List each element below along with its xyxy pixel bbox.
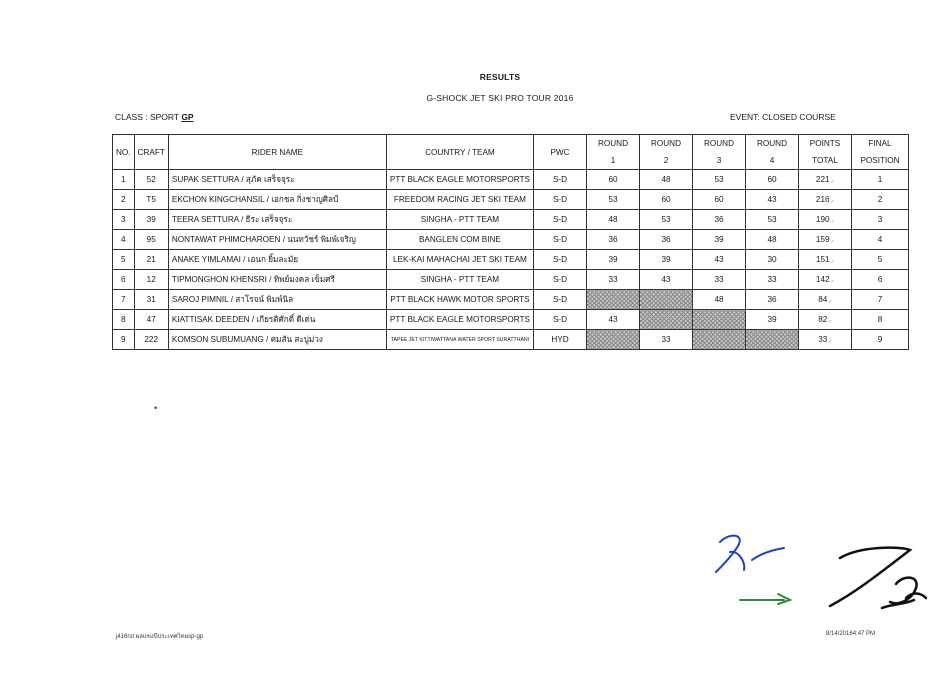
cell-round-3: 48 [693, 290, 746, 310]
signatures [700, 520, 940, 620]
cell-round-2: 39 [640, 250, 693, 270]
cell-craft: 222 [134, 330, 168, 350]
check-mark-icon: ⸝ [828, 296, 832, 304]
cell-team: PTT BLACK EAGLE MOTORSPORTS [386, 170, 533, 190]
cell-no: 6 [113, 270, 135, 290]
cell-round-3: 53 [693, 170, 746, 190]
cell-rider: SAROJ PIMNIL / สาโรจน์ พิมพ์นิล [168, 290, 386, 310]
check-mark-icon: ⸝ [830, 276, 835, 284]
cell-round-4: 43 [746, 190, 799, 210]
total-value: 221 [815, 174, 830, 184]
header-country-team: COUNTRY / TEAM [386, 135, 533, 170]
total-value: 84 [818, 294, 828, 304]
header-round-1-num: 1 [587, 152, 640, 170]
cell-rider: EKCHON KINGCHANSIL / เอกชล กิ่งชาญศิลป์ [168, 190, 386, 210]
cell-total [799, 190, 852, 210]
cell-craft: 12 [134, 270, 168, 290]
class-prefix: CLASS : SPORT [115, 112, 179, 122]
check-mark-icon: ⸝ [828, 316, 832, 324]
black-signature-icon [830, 548, 926, 608]
table-row [113, 190, 909, 210]
cell-round-3-hatched [693, 330, 746, 350]
cell-no: 3 [113, 210, 135, 230]
class-label [115, 112, 194, 122]
cell-round-1: 36 [587, 230, 640, 250]
header-pwc: PWC [534, 135, 587, 170]
cell-position: 1 [852, 170, 909, 190]
cell-pwc: S-D [534, 210, 587, 230]
results-table [112, 134, 909, 350]
cell-no: 2 [113, 190, 135, 210]
cell-position: 8 [852, 310, 909, 330]
table-row [113, 290, 909, 310]
class-name: GP [181, 112, 194, 122]
footer-timestamp: 8/14/20164:47 PM [826, 631, 876, 637]
cell-craft: T5 [134, 190, 168, 210]
cell-total [799, 310, 852, 330]
cell-round-4: 30 [746, 250, 799, 270]
green-signature-icon [740, 594, 790, 604]
cell-team: FREEDOM RACING JET SKI TEAM [386, 190, 533, 210]
cell-craft: 39 [134, 210, 168, 230]
cell-rider: NONTAWAT PHIMCHAROEN / นนทวัชร์ พิมพ์เจริญ [168, 230, 386, 250]
cell-no: 4 [113, 230, 135, 250]
total-value: 159 [815, 234, 830, 244]
header-no: NO. [113, 135, 135, 170]
table-row [113, 330, 909, 350]
cell-no: 9 [113, 330, 135, 350]
cell-rider: ANAKE YIMLAMAI / เอนก ยิ้มละมัย [168, 250, 386, 270]
cell-craft: 47 [134, 310, 168, 330]
total-value: 151 [815, 254, 830, 264]
cell-team: BANGLEN COM BINE [386, 230, 533, 250]
cell-round-1: 48 [587, 210, 640, 230]
cell-team: PTT BLACK HAWK MOTOR SPORTS [386, 290, 533, 310]
cell-total [799, 270, 852, 290]
cell-position: 4 [852, 230, 909, 250]
cell-team: LEK-KAI MAHACHAI JET SKI TEAM [386, 250, 533, 270]
total-value: 142 [815, 274, 830, 284]
cell-round-4: 60 [746, 170, 799, 190]
cell-round-1: 53 [587, 190, 640, 210]
results-title: RESULTS [479, 72, 521, 82]
cell-position: 9 [852, 330, 909, 350]
cell-rider: KIATTISAK DEEDEN / เกียรติศักดิ์ ดีเด่น [168, 310, 386, 330]
cell-round-2: 60 [640, 190, 693, 210]
cell-round-3-hatched [693, 310, 746, 330]
cell-round-2: 48 [640, 170, 693, 190]
cell-position: 7 [852, 290, 909, 310]
header-total: TOTAL [799, 152, 852, 170]
table-row [113, 270, 909, 290]
check-mark-icon: ⸝ [828, 336, 832, 344]
header-round-2-num: 2 [640, 152, 693, 170]
footer-filename: j416rst ผลแข่งปีประเทศไทยsp-gp [116, 634, 204, 640]
cell-team: SINGHA - PTT TEAM [386, 210, 533, 230]
header-points: POINTS [799, 135, 852, 153]
table-row [113, 310, 909, 330]
total-value: 33 [818, 334, 828, 344]
check-mark-icon: ⸝ [830, 236, 835, 244]
header-round-1: ROUND [587, 135, 640, 153]
cell-pwc: S-D [534, 250, 587, 270]
cell-total [799, 230, 852, 250]
cell-round-1: 60 [587, 170, 640, 190]
cell-round-1: 33 [587, 270, 640, 290]
cell-rider: TEERA SETTURA / ธีระ เสร็จจุระ [168, 210, 386, 230]
header-row [113, 135, 909, 153]
cell-pwc: S-D [534, 310, 587, 330]
cell-pwc: S-D [534, 170, 587, 190]
header-rider-name: RIDER NAME [168, 135, 386, 170]
cell-round-4: 36 [746, 290, 799, 310]
cell-round-2-hatched [640, 290, 693, 310]
cell-round-1: 39 [587, 250, 640, 270]
stray-mark: • [154, 403, 158, 413]
cell-position: 5 [852, 250, 909, 270]
cell-rider: SUPAK SETTURA / สุภัค เสร็จจุระ [168, 170, 386, 190]
cell-round-4: 53 [746, 210, 799, 230]
cell-position: 2 [852, 190, 909, 210]
cell-round-2: 43 [640, 270, 693, 290]
cell-round-4: 48 [746, 230, 799, 250]
cell-round-1-hatched [587, 330, 640, 350]
header-round-3: ROUND [693, 135, 746, 153]
cell-round-3: 33 [693, 270, 746, 290]
check-mark-icon: ⸝ [830, 256, 835, 264]
cell-round-3: 43 [693, 250, 746, 270]
total-value: 216 [815, 194, 830, 204]
cell-round-3: 36 [693, 210, 746, 230]
cell-pwc: S-D [534, 290, 587, 310]
check-mark-icon: ⸝ [830, 216, 835, 224]
blue-signature-icon [716, 536, 784, 572]
cell-round-2: 36 [640, 230, 693, 250]
cell-total [799, 330, 852, 350]
cell-total [799, 170, 852, 190]
cell-round-1: 43 [587, 310, 640, 330]
cell-craft: 21 [134, 250, 168, 270]
cell-round-2-hatched [640, 310, 693, 330]
cell-rider: TIPMONGHON KHENSRI / ทิพย์มงคล เข็มศรี [168, 270, 386, 290]
cell-round-1-hatched [587, 290, 640, 310]
cell-pwc: S-D [534, 230, 587, 250]
cell-total [799, 250, 852, 270]
cell-total [799, 210, 852, 230]
header-round-4-num: 4 [746, 152, 799, 170]
header-position: POSITION [852, 152, 909, 170]
cell-no: 8 [113, 310, 135, 330]
cell-round-4-hatched [746, 330, 799, 350]
cell-craft: 95 [134, 230, 168, 250]
table-row [113, 250, 909, 270]
check-mark-icon: ⸝ [830, 176, 835, 184]
header-round-4: ROUND [746, 135, 799, 153]
total-value: 190 [815, 214, 830, 224]
header-craft: CRAFT [134, 135, 168, 170]
cell-round-2: 53 [640, 210, 693, 230]
cell-round-3: 39 [693, 230, 746, 250]
table-row [113, 170, 909, 190]
cell-round-3: 60 [693, 190, 746, 210]
cell-craft: 31 [134, 290, 168, 310]
cell-round-4: 39 [746, 310, 799, 330]
cell-pwc: S-D [534, 190, 587, 210]
table-row [113, 230, 909, 250]
cell-pwc: S-D [534, 270, 587, 290]
cell-no: 1 [113, 170, 135, 190]
cell-team: PTT BLACK EAGLE MOTORSPORTS [386, 310, 533, 330]
cell-no: 5 [113, 250, 135, 270]
table-row [113, 210, 909, 230]
header-round-3-num: 3 [693, 152, 746, 170]
cell-position: 3 [852, 210, 909, 230]
event-label: EVENT: CLOSED COURSE [730, 112, 836, 122]
cell-round-2: 33 [640, 330, 693, 350]
cell-team: SINGHA - PTT TEAM [386, 270, 533, 290]
header-final: FINAL [852, 135, 909, 153]
cell-position: 6 [852, 270, 909, 290]
total-value: 82 [818, 314, 828, 324]
check-mark-icon: ⸝ [830, 196, 835, 204]
cell-total [799, 290, 852, 310]
cell-no: 7 [113, 290, 135, 310]
cell-team: TAPEE JET KITTIWATTANA WATER SPORT SURATTHANI [386, 330, 533, 350]
event-subtitle: G-SHOCK JET SKI PRO TOUR 2016 [426, 93, 574, 103]
cell-craft: 52 [134, 170, 168, 190]
header-round-2: ROUND [640, 135, 693, 153]
cell-rider: KOMSON SUBUMUANG / คมสัน สะบู่ม่วง [168, 330, 386, 350]
cell-pwc: HYD [534, 330, 587, 350]
cell-round-4: 33 [746, 270, 799, 290]
